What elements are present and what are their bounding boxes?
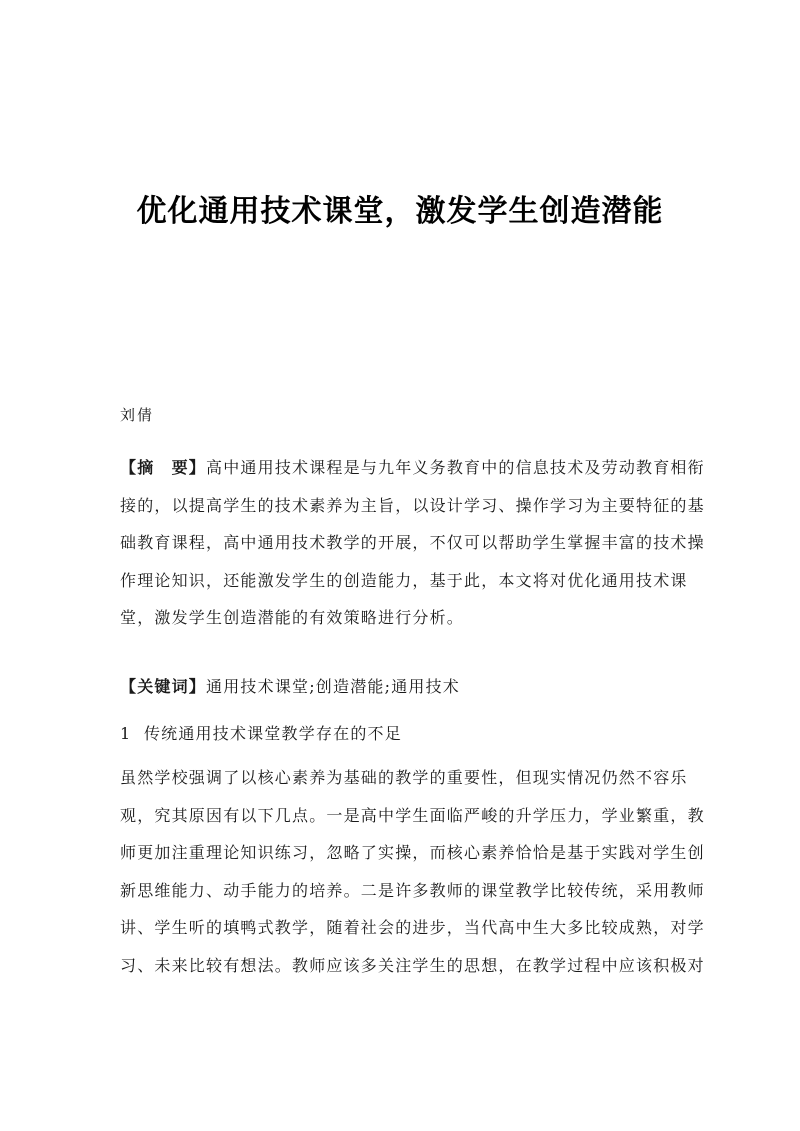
- paragraph-line-2: 观，究其原因有以下几点。一是高中学生面临严峻的升学压力，学业繁重，教: [120, 805, 705, 825]
- paragraph-line-5: 讲、学生听的填鸭式教学，随着社会的进步，当代高中生大多比较成熟，对学: [120, 918, 705, 938]
- keywords-label: 【关键词】: [120, 677, 207, 696]
- section-1-heading: 1 传统通用技术课堂教学存在的不足: [120, 724, 402, 743]
- keywords-block: [120, 668, 680, 705]
- paragraph-line-6: 习、未来比较有想法。教师应该多关注学生的思想，在教学过程中应该积极对: [120, 955, 705, 975]
- abstract-line-5: 堂，激发学生创造潜能的有效策略进行分析。: [120, 608, 465, 628]
- keywords-text: 通用技术课堂;创造潜能;通用技术: [206, 677, 460, 696]
- abstract-label: 【摘 要】: [120, 458, 207, 477]
- abstract-line-1: [120, 449, 705, 487]
- paragraph-line-1: 虽然学校强调了以核心素养为基础的教学的重要性，但现实情况仍然不容乐: [120, 768, 688, 787]
- abstract-line-3: 础教育课程，高中通用技术教学的开展，不仅可以帮助学生掌握丰富的技术操: [120, 533, 705, 553]
- abstract-text-1: 高中通用技术课程是与九年义务教育中的信息技术及劳动教育相衔: [206, 458, 705, 477]
- abstract-line-2: 接的，以提高学生的技术素养为主旨，以设计学习、操作学习为主要特征的基: [120, 495, 705, 515]
- abstract-line-4: 作理论知识，还能激发学生的创造能力，基于此，本文将对优化通用技术课: [120, 570, 688, 590]
- author-name: 刘倩: [120, 406, 155, 424]
- paragraph-line-4: 新思维能力、动手能力的培养。二是许多教师的课堂教学比较传统，采用教师: [120, 880, 705, 900]
- document-title: 优化通用技术课堂，激发学生创造潜能: [136, 194, 664, 229]
- paragraph-line-3: 师更加注重理论知识练习，忽略了实操，而核心素养恰恰是基于实践对学生创: [120, 843, 705, 863]
- abstract-block: [120, 449, 705, 637]
- section-1-paragraph: [120, 759, 705, 985]
